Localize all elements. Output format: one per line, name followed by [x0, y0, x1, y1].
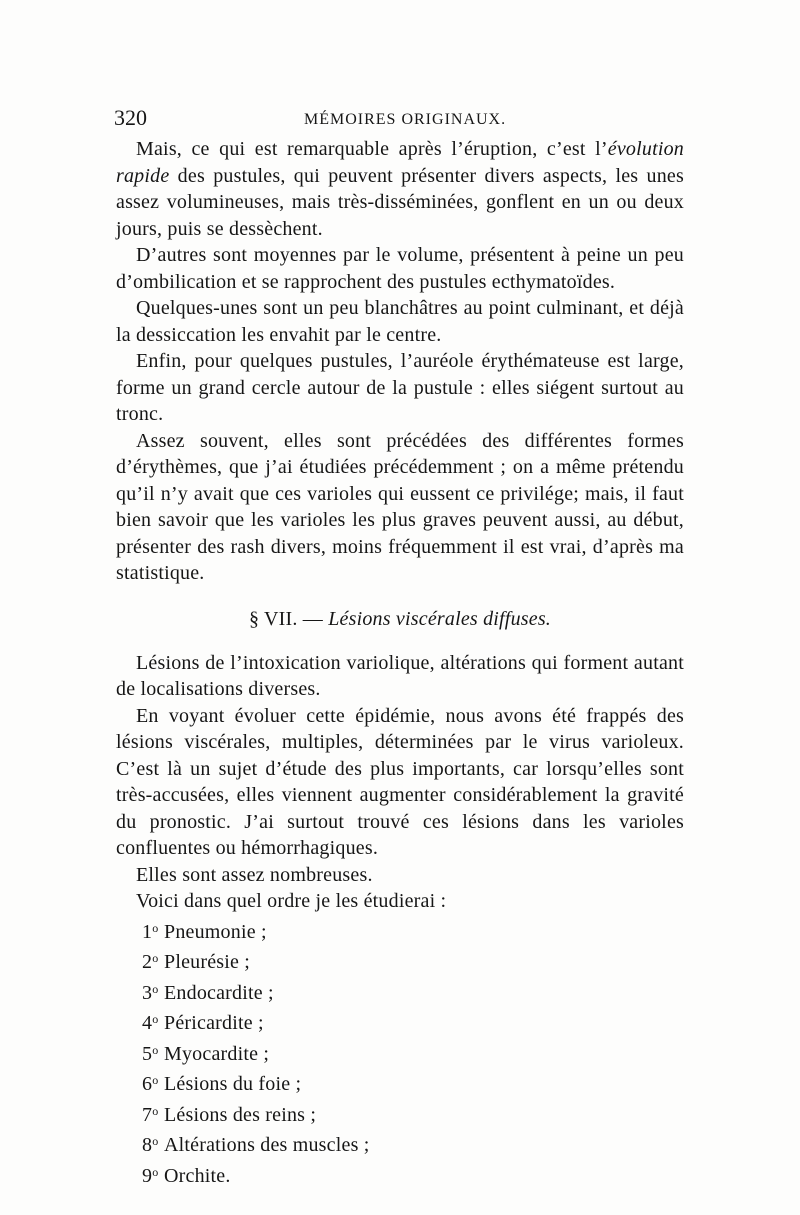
list-label: Orchite. — [164, 1164, 231, 1187]
list-number: 4$^o$ — [142, 1012, 159, 1034]
list-item — [116, 1067, 684, 1098]
list-item — [116, 1006, 684, 1037]
emphasis-text: évolution rapide — [116, 138, 684, 187]
list-number: 1$^o$ — [142, 920, 159, 943]
paragraph-text: des pustules, qui peuvent présenter divers aspects, les unes assez volumineuses, mais très-disséminées, gonflent en un ou deux jours, puis se dessèchent. — [116, 164, 684, 240]
list-item — [116, 976, 684, 1007]
lesion-list — [116, 915, 684, 1190]
list-label: Altérations des muscles ; — [164, 1134, 370, 1156]
list-number: 3$^o$ — [142, 981, 159, 1004]
list-item — [116, 1128, 684, 1159]
list-number: 7$^o$ — [142, 1103, 159, 1126]
list-label: Péricardite ; — [164, 1012, 264, 1034]
paragraph-blanchatres: Quelques-unes sont un peu blanchâtres au point culminant, et déjà la dessiccation les envahit par le centre. — [116, 297, 684, 346]
list-label: Lésions des reins ; — [164, 1103, 317, 1126]
list-label: Pneumonie ; — [164, 920, 267, 943]
list-item — [116, 915, 684, 946]
list-number: 6$^o$ — [142, 1073, 159, 1095]
paragraph-intoxication: Lésions de l’intoxication variolique, altérations qui forment autant de localisations diverses. — [116, 651, 684, 700]
page-number: 320 — [114, 105, 147, 130]
list-number: 2$^o$ — [142, 951, 159, 973]
paragraph-moyennes: D’autres sont moyennes par le volume, présentent à peine un peu d’ombilication et se rapprochent des pustules ecthymatoïdes. — [116, 244, 684, 293]
section-title: Lésions viscérales diffuses. — [328, 607, 552, 630]
paragraph-text: Mais, ce qui est remarquable après l’éruption, c’est l’ — [136, 138, 608, 160]
list-label: Lésions du foie ; — [164, 1073, 302, 1095]
paragraph-ordre: Voici dans quel ordre je les étudierai : — [136, 890, 447, 912]
paragraph-aureole: Enfin, pour quelques pustules, l’auréole érythémateuse est large, forme un grand cercle autour de la pustule : elles siégent surtout au tronc. — [116, 350, 684, 425]
section-number: § VII. — — [248, 607, 323, 630]
list-label: Pleurésie ; — [164, 951, 251, 973]
list-item — [116, 945, 684, 976]
paragraph-nombreuses: Elles sont assez nombreuses. — [136, 863, 373, 886]
section-heading — [116, 606, 684, 632]
list-item — [116, 1098, 684, 1129]
paragraph-erythemes: Assez souvent, elles sont précédées des différentes formes d’érythèmes, que j’ai étudiées précédemment ; on a même prétendu qu’il n’y avait que ces varioles qui eussent ce privilége; mais, il faut bien savoir que les varioles les plus graves peuvent aussi, au début, présenter des rash divers, moins fréquemment il est vrai, d’après ma statistique. — [116, 429, 684, 584]
paragraph-evolution — [116, 136, 684, 242]
list-label: Myocardite ; — [164, 1042, 270, 1065]
body-text — [116, 136, 684, 1189]
list-item — [116, 1037, 684, 1068]
list-number: 9$^o$ — [142, 1164, 159, 1187]
list-number: 5$^o$ — [142, 1042, 159, 1065]
list-number: 8$^o$ — [142, 1134, 159, 1156]
paragraph-epidemie: En voyant évoluer cette épidémie, nous avons été frappés des lésions viscérales, multiples, déterminées par le virus varioleux. C’est là un sujet d’étude des plus importants, car lorsqu’elles sont très-accusées, elles viennent augmenter considérablement la gravité du pronostic. J’ai surtout trouvé ces lésions dans les varioles confluentes ou hémorrhagiques. — [116, 704, 684, 859]
list-label: Endocardite ; — [164, 981, 274, 1004]
running-head — [114, 104, 684, 132]
running-title: MÉMOIRES ORIGINAUX. — [304, 111, 507, 128]
list-item — [116, 1159, 684, 1190]
